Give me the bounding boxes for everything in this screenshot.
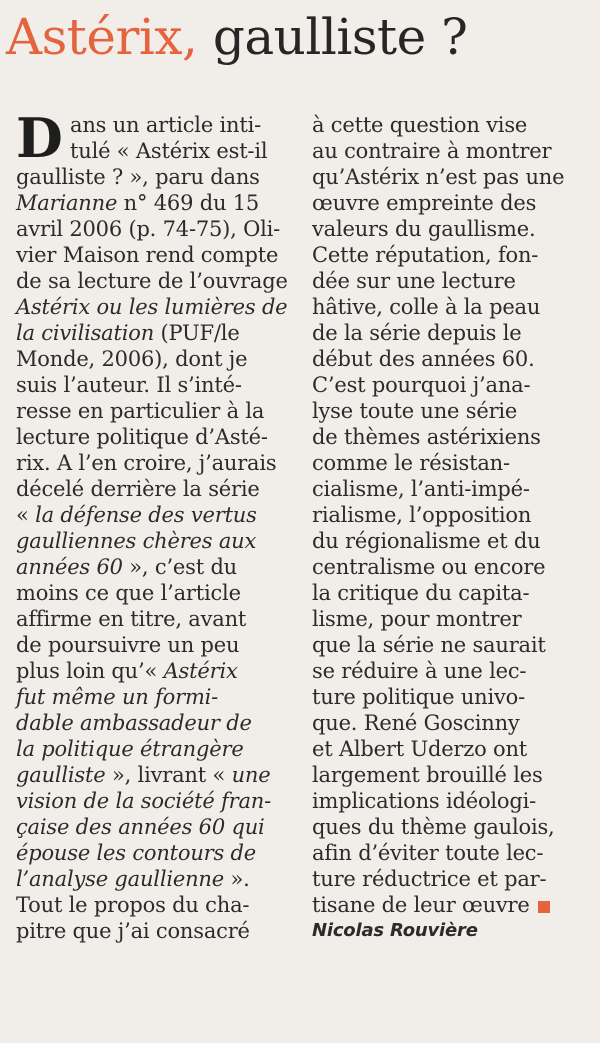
text-line xyxy=(16,684,288,710)
text-run: de thèmes astérixiens xyxy=(312,425,541,449)
text-line xyxy=(16,476,288,502)
text-run: Tout le propos du cha- xyxy=(16,893,250,917)
text-run: « xyxy=(16,503,36,527)
text-run: de la série depuis le xyxy=(312,321,522,345)
text-run: du régionalisme et du xyxy=(312,529,541,553)
author-signature: Nicolas Rouvière xyxy=(312,920,478,941)
text-line xyxy=(312,788,584,814)
italic-text-run: çaise des années 60 qui xyxy=(16,815,265,839)
text-run: lisme, pour montrer xyxy=(312,607,522,631)
text-line xyxy=(16,450,288,476)
text-line xyxy=(16,164,288,190)
italic-text-run: la défense des vertus xyxy=(35,503,257,527)
text-run: au contraire à montrer xyxy=(312,139,552,163)
text-run: Monde, 2006), dont je xyxy=(16,347,248,371)
italic-text-run: Astérix ou les lumières de xyxy=(16,295,288,319)
italic-text-run: une xyxy=(231,763,271,787)
text-run: resse en particulier à la xyxy=(16,399,265,423)
text-run: ques du thème gaulois, xyxy=(312,815,555,839)
text-run: suis l’auteur. Il s’inté- xyxy=(16,373,242,397)
text-run: Cette réputation, fon- xyxy=(312,243,539,267)
text-line xyxy=(312,164,584,190)
text-run: valeurs du gaullisme. xyxy=(312,217,536,241)
text-line xyxy=(16,762,288,788)
text-line xyxy=(312,684,584,710)
text-run: début des années 60. xyxy=(312,347,535,371)
text-line xyxy=(16,294,288,320)
text-line xyxy=(312,762,584,788)
text-line xyxy=(312,580,584,606)
title-rest: gaulliste ? xyxy=(212,8,468,66)
text-line xyxy=(312,658,584,684)
text-line xyxy=(312,502,584,528)
text-run: tisane de leur œuvre xyxy=(312,893,530,917)
text-line xyxy=(16,580,288,606)
text-line xyxy=(16,190,288,216)
text-line xyxy=(312,190,584,216)
article-column-left xyxy=(16,106,288,944)
text-run: afin d’éviter toute lec- xyxy=(312,841,544,865)
text-line xyxy=(16,632,288,658)
text-line xyxy=(312,138,584,164)
text-run: de poursuivre un peu xyxy=(16,633,240,657)
text-line xyxy=(312,892,584,918)
text-run: rialisme, l’opposition xyxy=(312,503,532,527)
text-run: de sa lecture de l’ouvrage xyxy=(16,269,288,293)
text-run: et Albert Uderzo ont xyxy=(312,737,528,761)
text-run: dée sur une lecture xyxy=(312,269,516,293)
italic-text-run: Astérix xyxy=(163,659,238,683)
text-line xyxy=(16,346,288,372)
text-run: comme le résistan- xyxy=(312,451,510,475)
italic-text-run: dable ambassadeur de xyxy=(16,711,252,735)
text-run: largement brouillé les xyxy=(312,763,543,787)
drop-cap: D xyxy=(16,106,63,170)
text-line xyxy=(312,528,584,554)
text-line xyxy=(312,606,584,632)
text-line xyxy=(312,866,584,892)
text-line xyxy=(16,658,288,684)
text-line xyxy=(16,398,288,424)
text-line xyxy=(16,528,288,554)
italic-text-run: gaulliste xyxy=(16,763,106,787)
italic-text-run: fut même un formi- xyxy=(16,685,219,709)
text-line xyxy=(16,424,288,450)
text-run: avril 2006 (p. 74-75), Oli- xyxy=(16,217,281,241)
italic-text-run: épouse les contours de xyxy=(16,841,257,865)
text-line xyxy=(16,502,288,528)
text-line xyxy=(16,814,288,840)
text-run: pitre que j’ai consacré xyxy=(16,919,250,943)
text-run: lecture politique d’Asté- xyxy=(16,425,268,449)
text-line xyxy=(312,450,584,476)
text-run: hâtive, colle à la peau xyxy=(312,295,541,319)
text-line xyxy=(312,814,584,840)
text-line xyxy=(312,476,584,502)
text-line xyxy=(312,294,584,320)
text-line xyxy=(312,112,584,138)
text-run: se réduire à une lec- xyxy=(312,659,527,683)
text-run: », c’est du xyxy=(122,555,238,579)
text-run: gaulliste ? », paru dans xyxy=(16,165,260,189)
text-run: ans un article inti- xyxy=(70,113,262,137)
text-run: centralisme ou encore xyxy=(312,555,546,579)
text-run: la critique du capita- xyxy=(312,581,530,605)
text-line xyxy=(16,606,288,632)
text-line xyxy=(312,346,584,372)
text-line xyxy=(312,554,584,580)
text-line xyxy=(312,320,584,346)
text-run: C’est pourquoi j’ana- xyxy=(312,373,531,397)
text-line xyxy=(16,372,288,398)
text-line xyxy=(16,736,288,762)
text-line xyxy=(16,892,288,918)
italic-text-run: gaulliennes chères aux xyxy=(16,529,257,553)
text-run: tulé « Astérix est-il xyxy=(70,139,268,163)
text-line xyxy=(312,632,584,658)
text-run: cialisme, l’anti-impé- xyxy=(312,477,530,501)
text-line xyxy=(16,918,288,944)
text-line xyxy=(312,736,584,762)
text-run: lyse toute une série xyxy=(312,399,518,423)
text-line xyxy=(16,216,288,242)
text-run: vier Maison rend compte xyxy=(16,243,279,267)
italic-text-run: l’analyse gaullienne xyxy=(16,867,224,891)
text-line xyxy=(312,216,584,242)
text-line xyxy=(312,398,584,424)
italic-text-run: la civilisation xyxy=(16,321,155,345)
text-line xyxy=(16,268,288,294)
text-run: à cette question vise xyxy=(312,113,528,137)
square-end-mark-icon xyxy=(538,901,550,913)
text-line xyxy=(16,710,288,736)
text-line xyxy=(16,788,288,814)
text-run: affirme en titre, avant xyxy=(16,607,247,631)
text-line xyxy=(16,866,288,892)
text-line xyxy=(16,840,288,866)
text-run: n° 469 du 15 xyxy=(117,191,260,215)
text-run: que. René Goscinny xyxy=(312,711,520,735)
text-line xyxy=(312,372,584,398)
text-line xyxy=(16,320,288,346)
text-run: implications idéologi- xyxy=(312,789,537,813)
text-run: ». xyxy=(223,867,250,891)
italic-text-run: Marianne xyxy=(16,191,118,215)
title-accent-word: Astérix, xyxy=(6,8,198,66)
text-run: œuvre empreinte des xyxy=(312,191,537,215)
text-run: ture réductrice et par- xyxy=(312,867,547,891)
text-line xyxy=(312,424,584,450)
italic-text-run: vision de la société fran- xyxy=(16,789,271,813)
text-line xyxy=(16,554,288,580)
text-line xyxy=(16,112,288,138)
text-line xyxy=(312,710,584,736)
text-line xyxy=(312,242,584,268)
text-run: décelé derrière la série xyxy=(16,477,260,501)
italic-text-run: années 60 xyxy=(16,555,123,579)
text-run: qu’Astérix n’est pas une xyxy=(312,165,565,189)
article-column-right xyxy=(312,112,584,944)
text-line xyxy=(312,268,584,294)
text-run: plus loin qu’« xyxy=(16,659,164,683)
text-run: moins ce que l’article xyxy=(16,581,241,605)
text-line xyxy=(312,840,584,866)
text-run: », livrant « xyxy=(105,763,232,787)
italic-text-run: la politique étrangère xyxy=(16,737,244,761)
text-run: (PUF/le xyxy=(154,321,240,345)
text-run: rix. A l’en croire, j’aurais xyxy=(16,451,277,475)
text-line xyxy=(16,138,288,164)
text-line xyxy=(16,242,288,268)
text-run: que la série ne saurait xyxy=(312,633,546,657)
text-run: ture politique univo- xyxy=(312,685,526,709)
article-title xyxy=(6,8,468,66)
